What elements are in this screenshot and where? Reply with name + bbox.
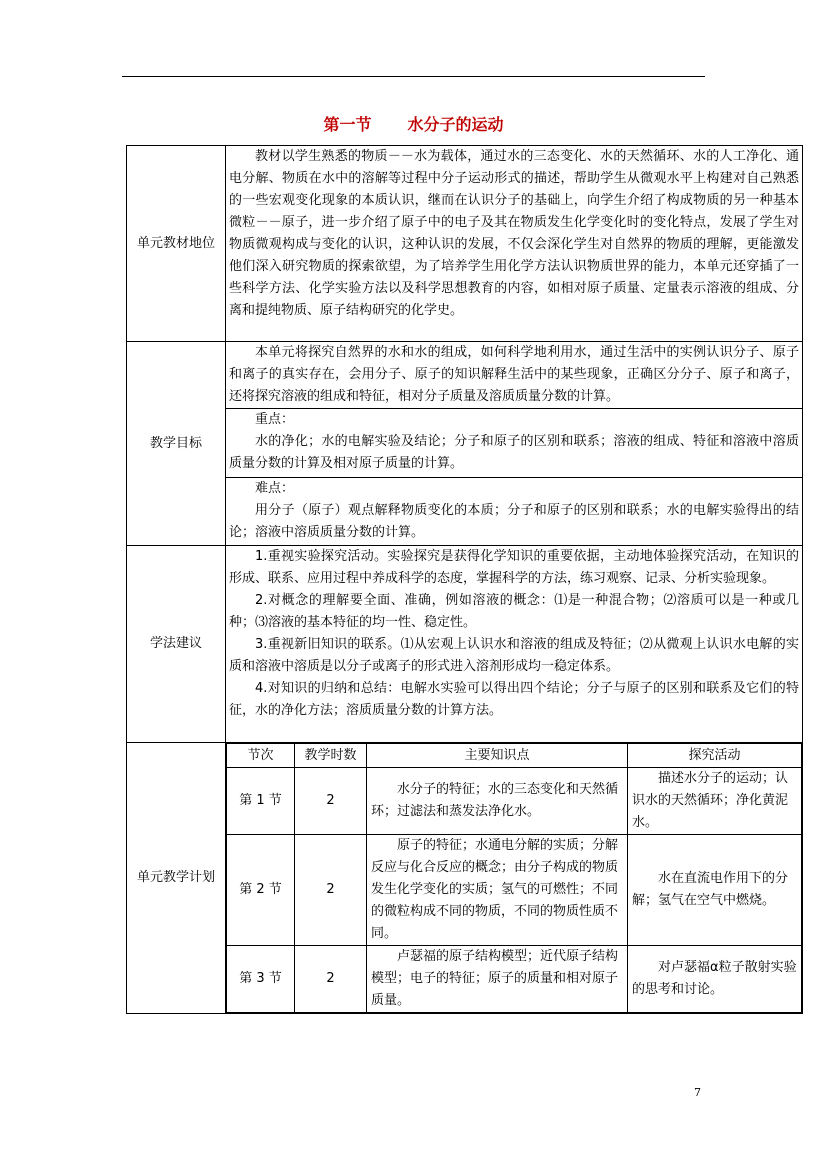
plan-hours: 2 — [295, 835, 367, 946]
key-points-title: 重点： — [255, 412, 295, 427]
plan-points-cell — [367, 946, 628, 1013]
plan-header-hours: 教学时数 — [295, 744, 367, 768]
position-cell — [226, 146, 803, 342]
plan-points-cell — [367, 835, 628, 946]
advice-item-3: 3.重视新旧知识的联系。⑴从宏观上认识水和溶液的组成及特征；⑵从微观上认识水电解的实质和溶液中溶质是以分子或离子的形式进入溶剂形成均一稳定体系。 — [229, 637, 799, 674]
plan-activity: 描述水分子的运动；认识水的天然循环；净化黄泥水。 — [632, 771, 789, 830]
page-number: 7 — [694, 1086, 701, 1099]
goals-key-cell — [226, 409, 803, 478]
teaching-plan-table — [226, 743, 802, 1013]
plan-activity-cell — [628, 768, 802, 835]
section-number: 第一节 — [323, 115, 372, 134]
advice-item-4: 4.对知识的归纳和总结：电解水实验可以得出四个结论；分子与原子的区别和联系及它们的特征，水的净化方法；溶质质量分数的计算方法。 — [229, 681, 799, 718]
difficult-points-title: 难点： — [255, 481, 295, 496]
unit-overview-table — [126, 145, 803, 1014]
plan-label: 单元教学计划 — [127, 743, 226, 1014]
position-label: 单元教材地位 — [127, 146, 226, 342]
goals-intro-cell — [226, 342, 803, 409]
plan-hours: 2 — [295, 946, 367, 1013]
plan-header-points: 主要知识点 — [367, 744, 628, 768]
goals-label: 教学目标 — [127, 342, 226, 546]
plan-section: 第 1 节 — [227, 768, 295, 835]
plan-activity-cell — [628, 946, 802, 1013]
plan-activity-cell — [628, 835, 802, 946]
plan-points: 水分子的特征；水的三态变化和天然循环；过滤法和蒸发法净化水。 — [371, 782, 619, 819]
plan-points-cell — [367, 768, 628, 835]
page-title — [0, 112, 827, 135]
position-text: 教材以学生熟悉的物质－－水为载体，通过水的三态变化、水的天然循环、水的人工净化、通电分解、物质在水中的溶解等过程中分子运动形式的描述，帮助学生从微观水平上构建对自己熟悉的一些宏观变化现象的本质认识，继而在认识分子的基础上，向学生介绍了构成物质的另一种基本微粒－－原子，进一步介绍了原子中的电子及其在物质发生化学变化时的变化特点，发展了学生对物质微观构成与变化的认识，这种认识的发展，不仅会深化学生对自然界的物质的理解，更能激发他们深入研究物质的探索欲望，为了培养学生用化学方法认识物质世界的能力，本单元还穿插了一些科学方法、化学实验方法以及科学思想教育的内容，如相对原子质量、定量表示溶液的组成、分离和提纯物质、原子结构研究的化学史。 — [229, 149, 799, 318]
plan-hours: 2 — [295, 768, 367, 835]
table-row — [227, 768, 802, 835]
section-name: 水分子的运动 — [407, 115, 504, 134]
plan-section: 第 2 节 — [227, 835, 295, 946]
table-row — [227, 946, 802, 1013]
header-rule — [122, 76, 705, 77]
plan-header-row — [227, 744, 802, 768]
plan-section: 第 3 节 — [227, 946, 295, 1013]
advice-item-1: 1.重视实验探究活动。实验探究是获得化学知识的重要依据，主动地体验探究活动，在知识的形成、联系、应用过程中养成科学的态度，掌握科学的方法，练习观察、记录、分析实验现象。 — [229, 549, 799, 586]
plan-cell — [226, 743, 803, 1014]
plan-points: 原子的特征；水通电分解的实质；分解反应与化合反应的概念；由分子构成的物质发生化学变化的实质；氢气的可燃性；不同的微粒构成不同的物质，不同的物质性质不同。 — [371, 838, 619, 941]
key-points-text: 水的净化；水的电解实验及结论；分子和原子的区别和联系；溶液的组成、特征和溶液中溶质质量分数的计算及相对原子质量的计算。 — [229, 434, 799, 471]
advice-cell — [226, 546, 803, 743]
plan-points: 卢瑟福的原子结构模型；近代原子结构模型；电子的特征；原子的质量和相对原子质量。 — [371, 949, 619, 1008]
plan-header-section: 节次 — [227, 744, 295, 768]
advice-item-2: 2.对概念的理解要全面、准确，例如溶液的概念：⑴是一种混合物；⑵溶质可以是一种或几种；⑶溶液的基本特征的均一性、稳定性。 — [229, 593, 799, 630]
table-row — [227, 835, 802, 946]
goals-hard-cell — [226, 478, 803, 546]
difficult-points-text: 用分子（原子）观点解释物质变化的本质；分子和原子的区别和联系；水的电解实验得出的结论；溶液中溶质质量分数的计算。 — [229, 503, 799, 540]
goals-intro: 本单元将探究自然界的水和水的组成，如何科学地利用水，通过生活中的实例认识分子、原子和离子的真实存在，会用分子、原子的知识解释生活中的某些现象，正确区分分子、原子和离子，还将探究溶液的组成和特征，相对分子质量及溶质质量分数的计算。 — [229, 345, 799, 404]
plan-activity: 对卢瑟福α粒子散射实验的思考和讨论。 — [632, 960, 797, 997]
plan-activity: 水在直流电作用下的分解；氢气在空气中燃烧。 — [632, 871, 789, 908]
plan-header-activity: 探究活动 — [628, 744, 802, 768]
advice-label: 学法建议 — [127, 546, 226, 743]
